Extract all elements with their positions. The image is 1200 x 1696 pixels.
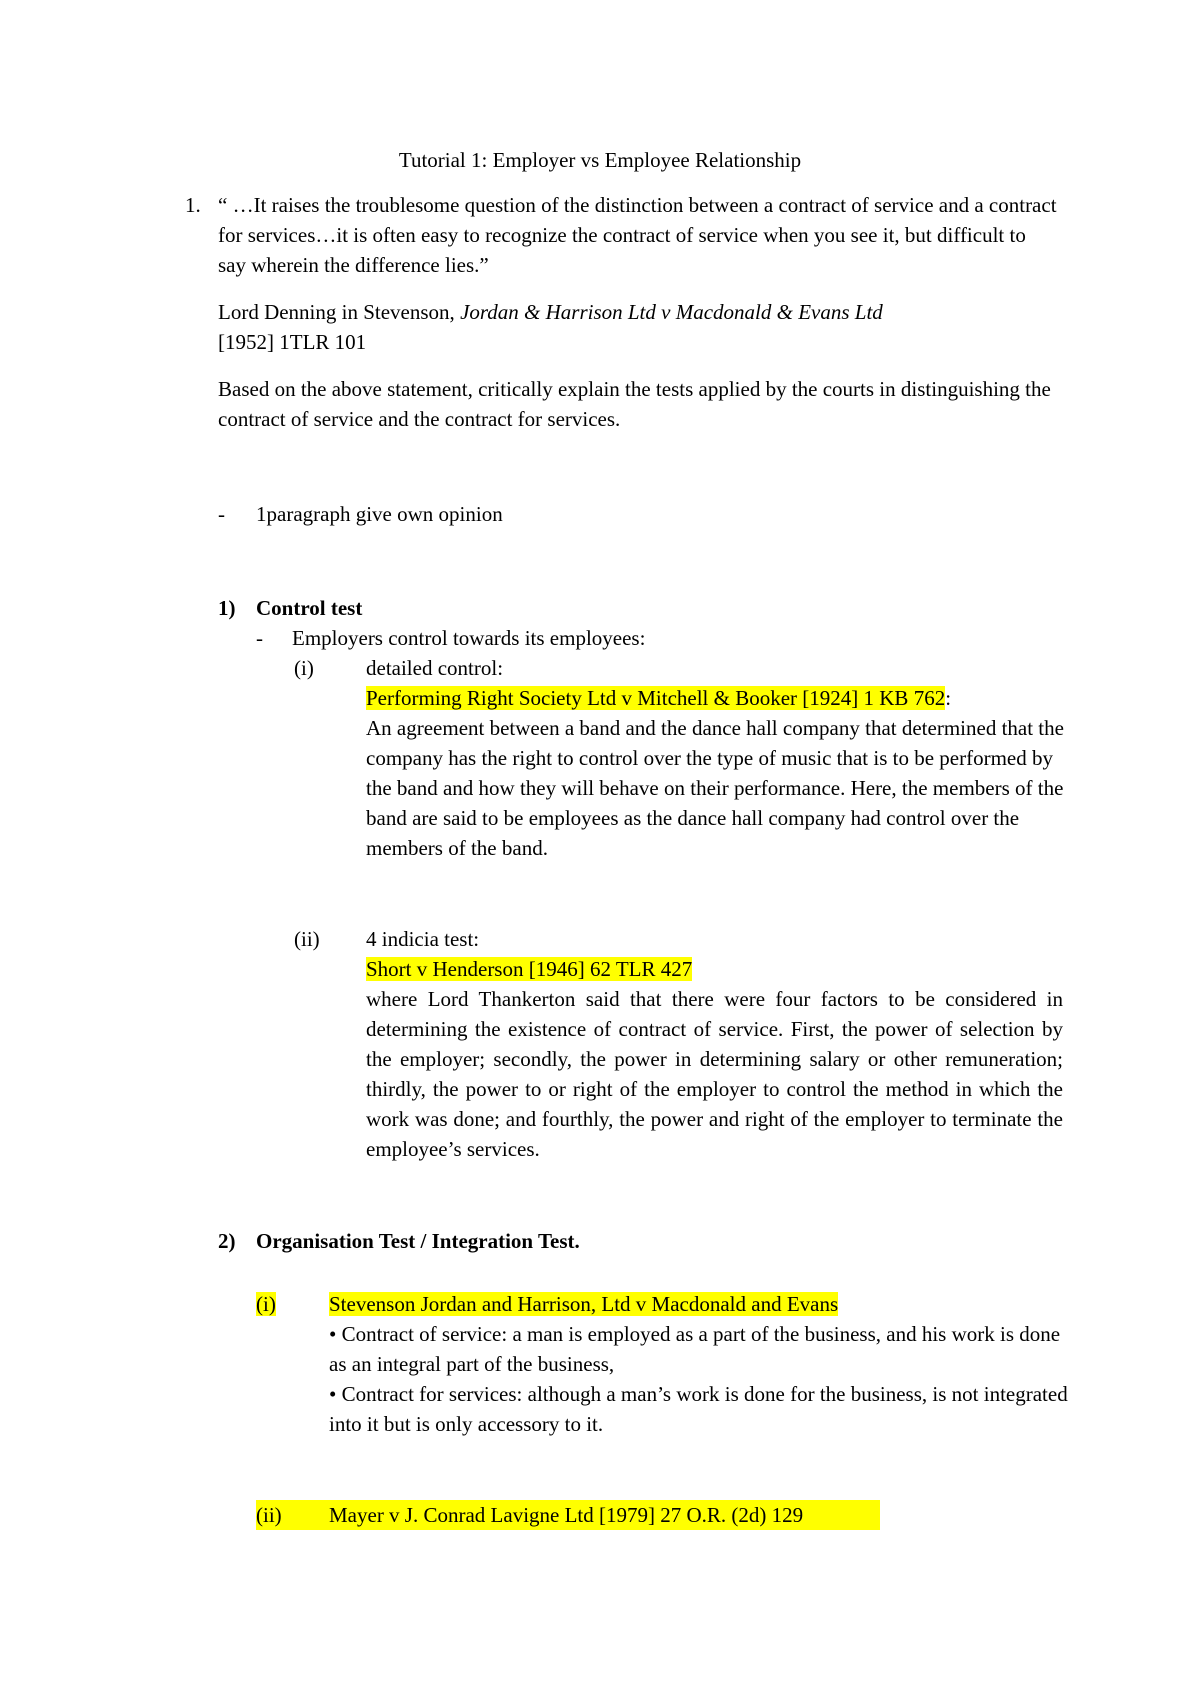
section1-heading: Control test [256, 596, 363, 620]
control-item-label: detailed control: [366, 656, 504, 680]
control-item-case [366, 954, 692, 984]
document-title: Tutorial 1: Employer vs Employee Relationship [398, 148, 802, 172]
integration-point: • Contract for services: although a man’s work is done for the business, is not integrated into it but is only accessory to it. [329, 1382, 1068, 1436]
integration-item-marker: (i) [256, 1292, 276, 1316]
control-item-body: An agreement between a band and the dance hall company that determined that the company has the right to control over the type of music that is to be performed by the band and how they will behave on their performance. Here, the members of the band are said to be employees as the dance hall company had control over the members of the band. [366, 716, 1064, 860]
citation-case: Jordan & Harrison Ltd v Macdonald & Evans Ltd [460, 300, 883, 324]
note-dash: - [218, 502, 225, 526]
section1-number: 1) [218, 596, 236, 620]
note-text: 1paragraph give own opinion [256, 502, 503, 526]
control-item-body: where Lord Thankerton said that there were four factors to be considered in determining the existence of contract of service. First, the power of selection by the employer; secondly, the power in determining salary or other remuneration; thirdly, the power to or right of the employer to control the method in which the work was done; and fourthly, the power and right of the employer to terminate the employee’s services. [366, 987, 1063, 1161]
integration-item-case [329, 1289, 838, 1319]
case-citation-highlight: Short v Henderson [1946] 62 TLR 427 [366, 957, 693, 981]
section2-heading: Organisation Test / Integration Test. [256, 1229, 580, 1253]
question-number: 1. [185, 193, 201, 217]
section2-number: 2) [218, 1229, 236, 1253]
control-item-marker: (i) [294, 656, 314, 680]
integration-item-marker: (ii) [256, 1503, 282, 1527]
integration-point: • Contract of service: a man is employed as a part of the business, and his work is done as an integral part of the business, [329, 1322, 1061, 1376]
question-quote: “ …It raises the troublesome question of the distinction between a contract of service and a contract for services…it is often easy to recognize the contract of service when you see it, but difficult to say wherein the difference lies.” [218, 193, 1057, 277]
question-task: Based on the above statement, critically explain the tests applied by the courts in distinguishing the contract of service and the contract for services. [218, 377, 1051, 431]
control-item-case [366, 683, 951, 713]
section1-bullet: Employers control towards its employees: [292, 626, 646, 650]
case-citation-highlight: Stevenson Jordan and Harrison, Ltd v Macdonald and Evans [329, 1292, 839, 1316]
citation-report: [1952] 1TLR 101 [218, 330, 367, 354]
control-item-label: 4 indicia test: [366, 927, 480, 951]
control-item-marker: (ii) [294, 927, 320, 951]
integration-item-case: Mayer v J. Conrad Lavigne Ltd [1979] 27 O.R. (2d) 129 [329, 1503, 804, 1527]
case-suffix: : [945, 686, 952, 710]
section1-bullet-dash: - [256, 626, 263, 650]
citation-prefix: Lord Denning in Stevenson, [218, 300, 461, 324]
case-citation-highlight: Performing Right Society Ltd v Mitchell & Booker [1924] 1 KB 762 [366, 686, 946, 710]
question-citation [218, 297, 1058, 357]
